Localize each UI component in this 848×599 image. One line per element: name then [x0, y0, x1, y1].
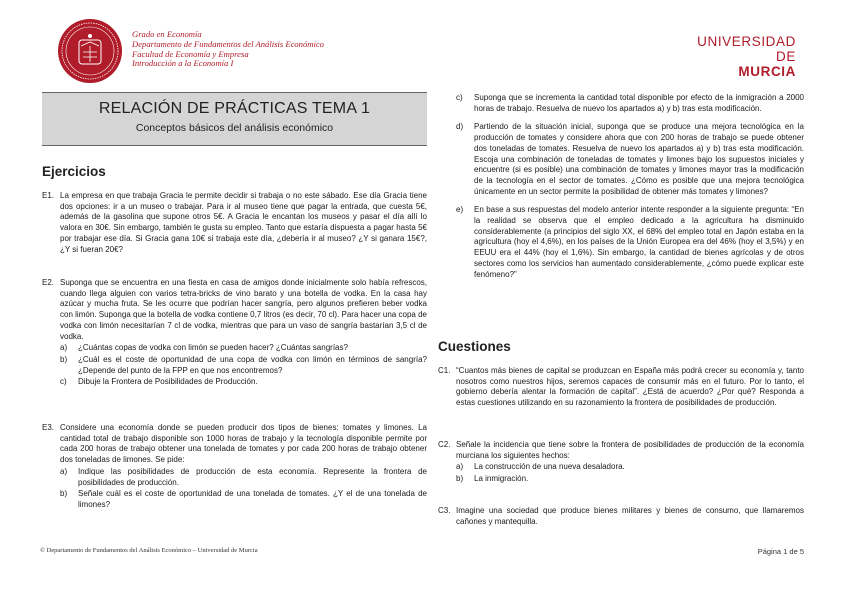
- header-degree: Grado en Economía: [132, 29, 202, 39]
- university-wordmark: [688, 34, 796, 79]
- sub-item-label: a): [60, 466, 68, 476]
- sub-item-text: Indique las posibilidades de producción de esta economía. Represente la frontera de posibilidades de producción.: [78, 466, 427, 487]
- exercise-text: La empresa en que trabaja Gracia le permite decidir si trabaja o no este sábado. Ese día Gracia tiene dos opciones: ir a un museo o trabajar. Para ir al museo tiene que pagar la entrada, que cuesta 5€, además de la gasolina que supone otros 5€. A Gracia le encantan los museos y pasar el día allí lo valora en 30€. Sin embargo, también le gusta su empleo. Tanto que estaría dispuesta a pagar hasta 5€ por trabajar ese día. Si Gracia gana 10€ si trabaja este día, ¿debería ir al museo? ¿Y si ganara 15€?, ¿Y si fueran 20€?: [60, 191, 427, 254]
- section-heading-cuestiones: Cuestiones: [438, 339, 511, 354]
- question-text: Señale la incidencia que tiene sobre la frontera de posibilidades de producción de la economía murciana los siguientes hechos:: [456, 440, 804, 460]
- header-info: [132, 30, 324, 69]
- question-c3: [438, 506, 804, 527]
- sub-item-label: d): [456, 122, 464, 132]
- exercise-e2: [42, 278, 427, 388]
- exercise-e3-continued: [438, 92, 804, 280]
- sub-item-text: La inmigración.: [474, 474, 529, 484]
- sub-item-text: La construcción de una nueva desaladora.: [474, 462, 625, 472]
- sub-item: [438, 93, 804, 114]
- section-heading-ejercicios: Ejercicios: [42, 164, 106, 179]
- sub-item-label: c): [456, 93, 463, 102]
- sub-item-label: b): [60, 354, 68, 364]
- sub-item-label: a): [60, 343, 68, 353]
- question-number: C3.: [438, 506, 451, 515]
- question-number: C2.: [438, 440, 451, 449]
- sub-item-text: Suponga que se incrementa la cantidad total disponible por efecto de la inmigración a 2000 horas de trabajo. Resuelva de nuevo los apartados a) y b) tras esta modificación.: [474, 93, 804, 113]
- sub-item: [438, 122, 804, 197]
- sub-item-text: Partiendo de la situación inicial, suponga que se produce una mejora tecnológica en la producción de tomates y considere ahora que con 200 horas de trabajo se puede obtener dos toneladas de tomates. Resuelva de nuevo los apartados a) y b) tras esta modificación. Escoja una combinación de toneladas de tomates y limones bajo los supuestos iniciales y encuentre (si es posible) una combinación de tomates y limones mayor tras la modificación de la tecnología en el sector de tomates. ¿Cómo es posible que una mejora tecnológica únicamente en un sector permite la posibilidad de obtener más tomates y limones?: [474, 122, 804, 196]
- sub-item-text: Señale cuál es el coste de oportunidad de una tonelada de tomates. ¿Y el de una tonelada de limones?: [78, 489, 427, 509]
- question-number: C1.: [438, 366, 451, 375]
- sub-item-text: Dibuje la Frontera de Posibilidades de Producción.: [78, 377, 258, 387]
- question-text: Imagine una sociedad que produce bienes militares y bienes de consumo, que llamaremos cañones y mantequilla.: [456, 506, 804, 526]
- exercise-text: Considere una economía donde se pueden producir dos tipos de bienes: tomates y limones. La cantidad total de trabajo disponible son 1000 horas de trabajo y la tecnología disponible permite por cada 200 horas de trabajo obtener una tonelada de tomates y por cada 200 horas de trabajo obtener dos toneladas de limones. Se pide:: [60, 423, 427, 465]
- sub-item: [438, 205, 804, 280]
- page-subtitle: Conceptos básicos del análisis económico: [135, 122, 334, 134]
- sub-item: [60, 489, 427, 510]
- header-faculty: Facultad de Economía y Empresa: [132, 48, 249, 59]
- title-box: [42, 92, 427, 146]
- exercise-text: Suponga que se encuentra en una fiesta en casa de amigos donde inicialmente solo había refrescos, cuando llega alguien con varios tetra-bricks de vino barato y una botella de vodka. En la casa hay azúcar y mucha fruta. Se les ocurre que podrían hacer sangría, pero algunos prefieren beber vodka con limón. Suponga que la botella de vodka contiene 0,7 litros (es decir, 70 cl). Para hacer una copa de vodka con limón necesitarían 7 cl de vodka, mientras que para un vaso de sangría bastarían 3,5 cl de vodka.: [60, 278, 427, 341]
- header-department: Departamento de Fundamentos del Análisis Económico: [132, 38, 324, 49]
- sub-item: [60, 377, 427, 388]
- sub-item-text: ¿Cuál es el coste de oportunidad de una copa de vodka con limón en términos de sangría? ¿Depende del punto de la FPP en que nos encontremos?: [78, 354, 427, 375]
- sub-item-label: e): [456, 205, 464, 215]
- sub-item-label: c): [60, 377, 67, 387]
- footer-page-number: Página 1 de 5: [757, 547, 804, 556]
- sub-item: [60, 467, 427, 488]
- exercise-number: E2.: [42, 278, 55, 287]
- exercise-e1: [42, 191, 427, 255]
- question-c1: [438, 366, 804, 409]
- header-course: Introducción a la Economía I: [132, 58, 234, 69]
- sub-item-text: ¿Cuántas copas de vodka con limón se pueden hacer? ¿Cuántas sangrías?: [78, 343, 348, 353]
- sub-item-label: b): [60, 489, 68, 499]
- university-name-bottom: MURCIA: [738, 64, 796, 79]
- sub-item-text: En base a sus respuestas del modelo anterior intente responder a la siguiente pregunta: “En la realidad se observa que el empleo dedicado a la agricultura ha disminuido considerablemente (a principios del siglo XX, el 68% del empleo total en Japón estaba en la agricultura (hoy el 4,6%), en los países de la Unión Europea era del 46% (hoy el 3,5%) y en EEUU era el 44% (hoy el 1,6%). Sin embargo, la cantidad de bienes agrícolas y de otros sectores como los servicios han aumentado considerablemente, ¿cómo puede explicar este fenómeno?”: [474, 205, 804, 279]
- sub-item: [456, 462, 804, 473]
- university-seal-logo: [57, 18, 123, 84]
- question-text: “Cuantos más bienes de capital se produzcan en España más podrá crecer su economía y, tanto nosotros como nuestros hijos, seremos capaces de consumir más en el futuro. Por lo tanto, el gobierno debería alentar la formación de capital”. ¿Está de acuerdo? ¿Por qué? Responda a estas cuestiones utilizando en su razonamiento la frontera de posibilidades de producción.: [456, 366, 804, 408]
- exercise-e3: [42, 423, 427, 511]
- exercise-number: E1.: [42, 191, 55, 200]
- university-name-top: UNIVERSIDAD DE: [697, 34, 796, 64]
- footer-copyright: © Departamento de Fundamentos del Análisis Económico – Universidad de Murcia: [40, 547, 258, 554]
- page-title: RELACIÓN DE PRÁCTICAS TEMA 1: [98, 100, 371, 117]
- sub-item: [60, 355, 427, 376]
- sub-item: [60, 343, 427, 354]
- sub-item: [456, 474, 804, 485]
- question-c2: [438, 440, 804, 485]
- sub-item-label: a): [456, 462, 464, 472]
- sub-item-label: b): [456, 474, 464, 484]
- exercise-number: E3.: [42, 423, 55, 432]
